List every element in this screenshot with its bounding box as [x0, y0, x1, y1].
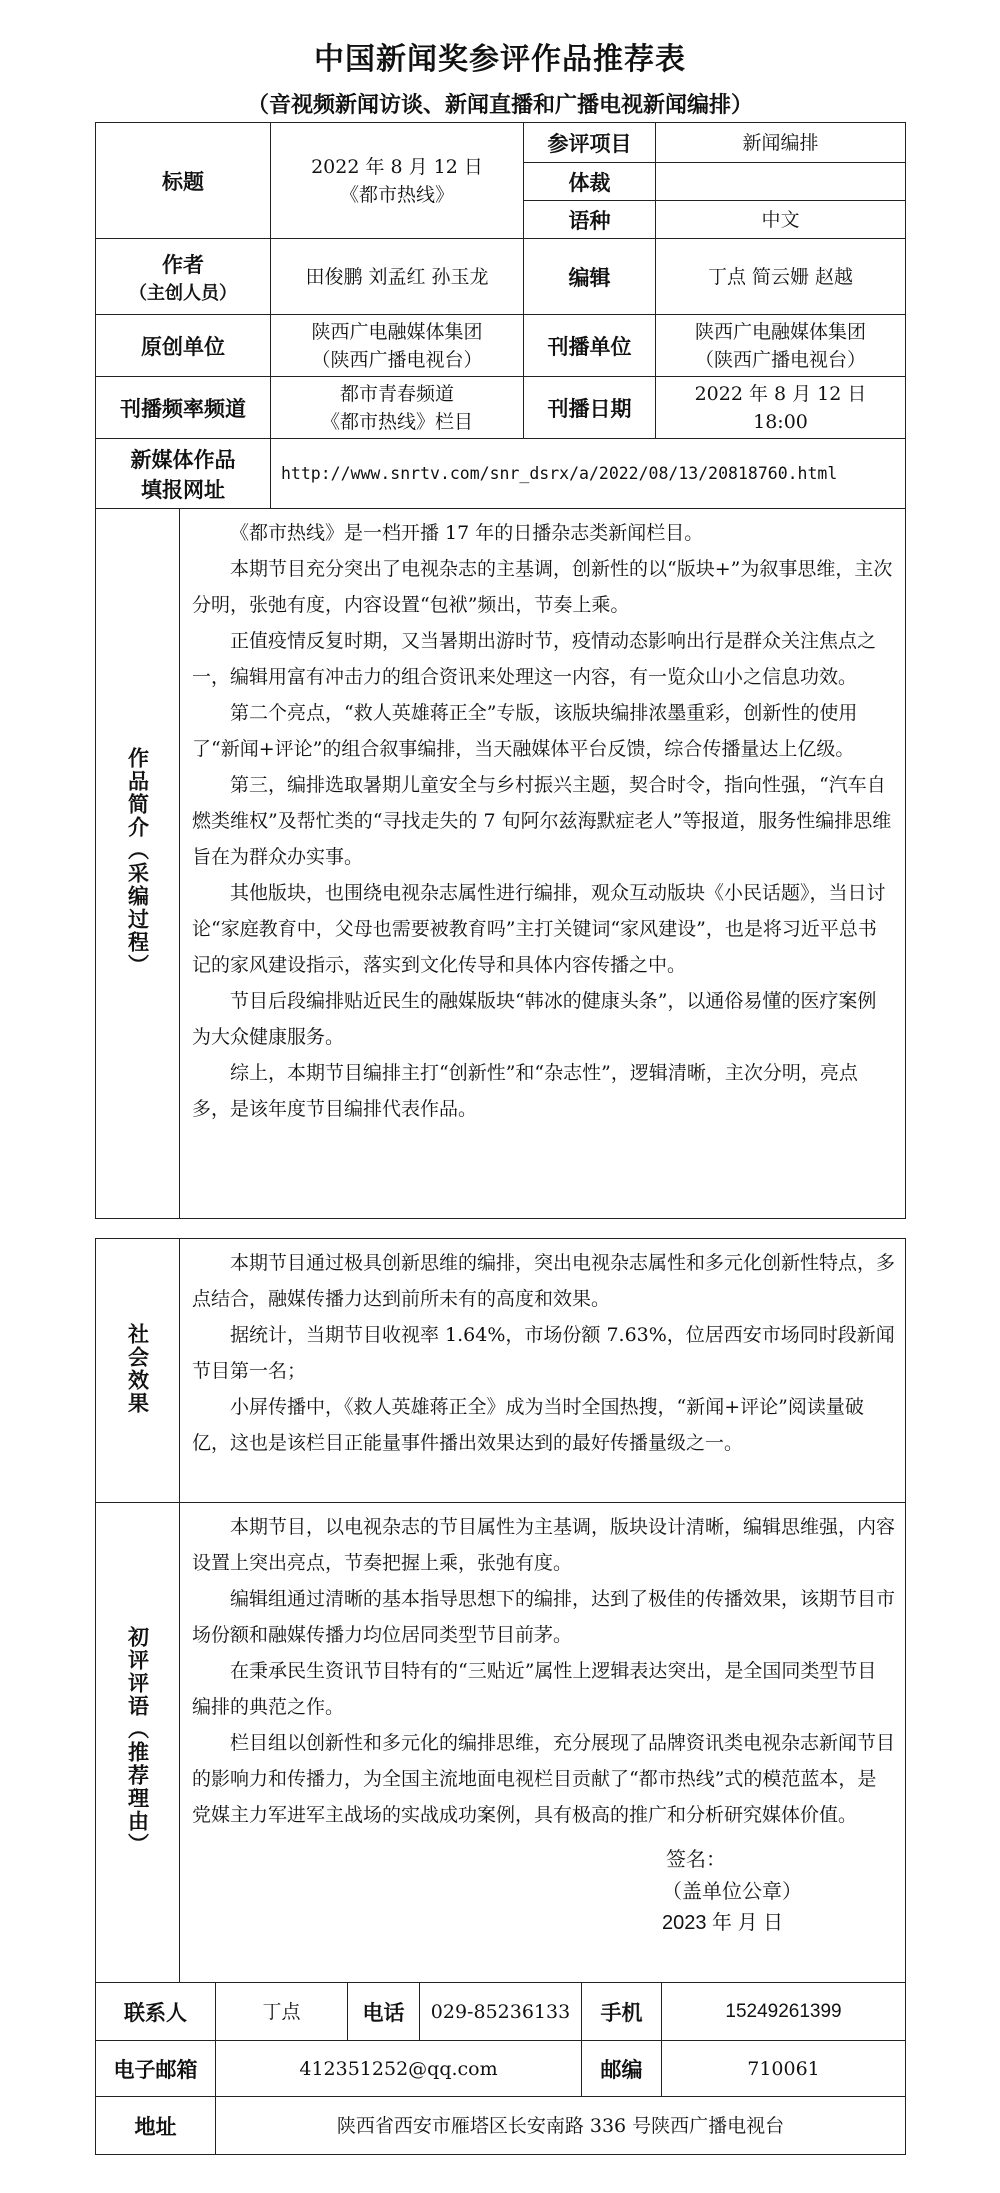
effect-label: 社会效果: [125, 1322, 150, 1415]
review-label-cell: [96, 1503, 180, 1983]
form-table-contact: [95, 1982, 906, 2155]
review-text: [180, 1503, 906, 1983]
effect-paragraph: 据统计，当期节目收视率 1.64%，市场份额 7.63%，位居西安市场同时段新闻节目第一名；: [192, 1324, 895, 1382]
title-program: 《都市热线》: [339, 183, 454, 206]
author-label: [96, 239, 271, 315]
process-paragraph: 综上，本期节目编排主打“创新性”和“杂志性”，逻辑清晰，主次分明，亮点多，是该年度节目编排代表作品。: [192, 1062, 858, 1120]
signature-label: 签名：: [666, 1847, 726, 1871]
process-label-cell: [96, 509, 180, 1219]
review-paragraph: 本期节目，以电视杂志的节目属性为主基调，版块设计清晰，编辑思维强，内容设置上突出亮点，节奏把握上乘，张弛有度。: [192, 1516, 896, 1574]
process-paragraph: 正值疫情反复时期，又当暑期出游时节，疫情动态影响出行是群众关注焦点之一，编辑用富有冲击力的组合资讯来处理这一内容，有一览众山小之信息功效。: [192, 630, 877, 688]
publisher-value-line2: （陕西广播电视台）: [694, 348, 866, 371]
process-paragraph: 第三，编排选取暑期儿童安全与乡村振兴主题，契合时令，指向性强，“汽车自燃类维权”及帮忙类的“寻找走失的 7 旬阿尔兹海默症老人”等报道，服务性编排思维旨在为群众办实事。: [192, 774, 892, 868]
postcode-value: 710061: [662, 2041, 906, 2097]
category-label: 参评项目: [524, 123, 656, 163]
process-text: [180, 509, 906, 1219]
phone-value: 029-85236133: [420, 1983, 582, 2041]
channel-value-line2: 《都市热线》栏目: [320, 410, 473, 433]
editor-value: 丁点 简云姗 赵越: [656, 239, 906, 315]
effect-paragraph: 本期节目通过极具创新思维的编排，突出电视杂志属性和多元化创新性特点，多点结合，融媒传播力达到前所未有的高度和效果。: [192, 1252, 896, 1310]
origin-value: [271, 315, 524, 377]
channel-label: 刊播频率频道: [96, 377, 271, 439]
review-label: 初评评语（推荐理由）: [125, 1625, 150, 1856]
url-label: [96, 439, 271, 509]
url-label-line1: 新媒体作品: [130, 447, 236, 472]
title-label: 标题: [96, 123, 271, 239]
url-value[interactable]: http://www.snrtv.com/snr_dsrx/a/2022/08/13/20818760.html: [271, 439, 906, 509]
form-table-main: [95, 122, 906, 509]
effect-label-cell: [96, 1239, 180, 1503]
category-value: 新闻编排: [656, 123, 906, 163]
process-paragraph: 本期节目充分突出了电视杂志的主基调，创新性的以“版块+”为叙事思维，主次分明，张弛有度，内容设置“包袱”频出，节奏上乘。: [192, 558, 893, 616]
date-value-line2: 18:00: [753, 410, 808, 433]
author-label-main: 作者: [162, 252, 204, 277]
mobile-label: 手机: [582, 1983, 662, 2041]
date-label: 刊播日期: [524, 377, 656, 439]
stamp-label: （盖单位公章）: [662, 1879, 802, 1903]
form-table-second: [95, 1238, 906, 1983]
process-paragraph: 其他版块，也围绕电视杂志属性进行编排，观众互动版块《小民话题》，当日讨论“家庭教育中，父母也需要被教育吗”主打关键词“家风建设”，也是将习近平总书记的家风建设指示，落实到文化传导和具体内容传播之中。: [192, 882, 886, 976]
effect-text: [180, 1239, 906, 1503]
signature-date: 2023 年 月 日: [662, 1912, 784, 1934]
email-value[interactable]: 412351252@qq.com: [216, 2041, 582, 2097]
postcode-label: 邮编: [582, 2041, 662, 2097]
process-label: 作品简介（采编过程）: [125, 746, 150, 977]
origin-value-line2: （陕西广播电视台）: [311, 348, 483, 371]
review-paragraph: 在秉承民生资讯节目特有的“三贴近”属性上逻辑表达突出，是全国同类型节目编排的典范之作。: [192, 1660, 877, 1718]
publisher-value-line1: 陕西广电融媒体集团: [694, 320, 866, 343]
effect-paragraph: 小屏传播中，《救人英雄蒋正全》成为当时全国热搜，“新闻+评论”阅读量破亿，这也是该栏目正能量事件播出效果达到的最好传播量级之一。: [192, 1396, 864, 1454]
review-paragraph: 编辑组通过清晰的基本指导思想下的编排，达到了极佳的传播效果，该期节目市场份额和融媒传播力均位居同类型节目前茅。: [192, 1588, 896, 1646]
author-value: 田俊鹏 刘孟红 孙玉龙: [271, 239, 524, 315]
language-label: 语种: [524, 201, 656, 239]
page-title: 中国新闻奖参评作品推荐表: [314, 42, 686, 77]
author-label-sub: （主创人员）: [129, 282, 237, 304]
language-value: 中文: [656, 201, 906, 239]
origin-value-line1: 陕西广电融媒体集团: [311, 320, 483, 343]
review-paragraph: 栏目组以创新性和多元化的编排思维，充分展现了品牌资讯类电视杂志新闻节目的影响力和传播力，为全国主流地面电视栏目贡献了“都市热线”式的模范蓝本，是党媒主力军进军主战场的实战成功案例，具有极高的推广和分析研究媒体价值。: [192, 1732, 896, 1826]
address-value: 陕西省西安市雁塔区长安南路 336 号陕西广播电视台: [216, 2097, 906, 2155]
publisher-label: 刊播单位: [524, 315, 656, 377]
channel-value: [271, 377, 524, 439]
url-label-line2: 填报网址: [141, 477, 225, 502]
title-value: [271, 123, 524, 239]
contact-person-value: 丁点: [216, 1983, 348, 2041]
origin-label: 原创单位: [96, 315, 271, 377]
title-date: 2022 年 8 月 12 日: [311, 155, 483, 178]
process-paragraph: 《都市热线》是一档开播 17 年的日播杂志类新闻栏目。: [230, 522, 704, 544]
date-value-line1: 2022 年 8 月 12 日: [694, 382, 867, 405]
editor-label: 编辑: [524, 239, 656, 315]
date-value: [656, 377, 906, 439]
mobile-value: 15249261399: [662, 1983, 906, 2041]
page-subtitle: （音视频新闻访谈、新闻直播和广播电视新闻编排）: [246, 93, 753, 118]
signature-block: [192, 1843, 895, 1939]
genre-value: [656, 163, 906, 201]
phone-label: 电话: [348, 1983, 420, 2041]
process-paragraph: 第二个亮点，“救人英雄蒋正全”专版，该版块编排浓墨重彩，创新性的使用了“新闻+评论”的组合叙事编排，当天融媒体平台反馈，综合传播量达上亿级。: [192, 702, 858, 760]
form-table-process: [95, 508, 906, 1219]
publisher-value: [656, 315, 906, 377]
genre-label: 体裁: [524, 163, 656, 201]
email-label: 电子邮箱: [96, 2041, 216, 2097]
channel-value-line1: 都市青春频道: [339, 382, 454, 405]
process-paragraph: 节目后段编排贴近民生的融媒版块“韩冰的健康头条”，以通俗易懂的医疗案例为大众健康服务。: [192, 990, 877, 1048]
address-label: 地址: [96, 2097, 216, 2155]
contact-person-label: 联系人: [96, 1983, 216, 2041]
